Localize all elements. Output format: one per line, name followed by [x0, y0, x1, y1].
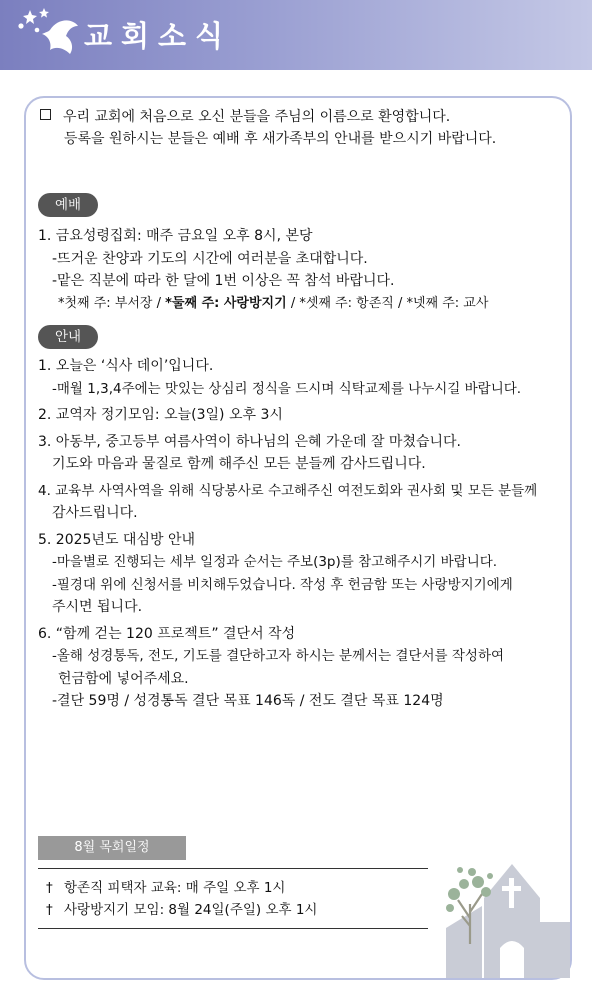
- notice-item-6-sub-2: -결단 59명 / 성경통독 결단 목표 146독 / 전도 결단 목표 124명: [52, 693, 444, 709]
- schedule-list: [46, 877, 317, 921]
- notice-item-6-sub-1: -올해 성경통독, 전도, 기도를 결단하고자 하시는 분께서는 결단서를 작성하여: [52, 648, 505, 664]
- notice-item-5-sub-2-cont: 주시면 됩니다.: [52, 599, 143, 615]
- notice-item-3: 3. 아동부, 중고등부 여름사역이 하나님의 은혜 가운데 잘 마쳤습니다.: [38, 433, 462, 450]
- schedule-item: † 항존직 피택자 교육: 매 주일 오후 1시: [46, 877, 317, 899]
- schedule-top-rule: [38, 868, 428, 869]
- worship-week-schedule: *첫째 주: 부서장 / *둘째 주: 사랑방지기 / *셋째 주: 항존직 / *넷째 주: 교사: [58, 295, 489, 311]
- welcome-line-2: 등록을 원하시는 분들은 예배 후 새가족부의 안내를 받으시기 바랍니다.: [64, 131, 497, 147]
- notice-item-5: 5. 2025년도 대심방 안내: [38, 531, 196, 548]
- section-label-notice: 안내: [38, 325, 98, 349]
- schedule-bottom-rule: [38, 928, 428, 929]
- notice-section: [38, 355, 537, 713]
- dagger-icon: †: [46, 880, 53, 896]
- notice-item-4: 4. 교육부 사역사역을 위해 식당봉사로 수고해주신 여전도회와 권사회 및 모든 분들께: [38, 482, 538, 499]
- dagger-icon: †: [46, 902, 53, 918]
- schedule-title: 8월 목회일정: [38, 836, 186, 860]
- worship-item-1-sub-2: -맡은 직분에 따라 한 달에 1번 이상은 꼭 참석 바랍니다.: [52, 273, 395, 289]
- notice-item-2: 2. 교역자 정기모임: 오늘(3일) 오후 3시: [38, 407, 283, 423]
- church-tree-illustration: [432, 848, 572, 978]
- worship-section: [38, 225, 488, 315]
- header-banner: [0, 0, 592, 70]
- notice-item-6: 6. “함께 걷는 120 프로젝트” 결단서 작성: [38, 625, 296, 642]
- dove-icon: [10, 4, 82, 62]
- worship-item-1: 1. 금요성령집회: 매주 금요일 오후 8시, 본당: [38, 228, 313, 244]
- notice-item-5-sub-1: -마을별로 진행되는 세부 일정과 순서는 주보(3p)를 참고해주시기 바랍니다.: [52, 554, 498, 570]
- notice-item-1-sub: -매월 1,3,4주에는 맛있는 상심리 정식을 드시며 식탁교제를 나누시길 바랍니다.: [52, 380, 522, 397]
- welcome-message: [40, 106, 496, 150]
- notice-item-4-cont: 감사드립니다.: [52, 505, 138, 521]
- section-label-worship: 예배: [38, 193, 98, 217]
- checkbox-icon: [40, 109, 51, 120]
- worship-item-1-sub-1: -뜨거운 찬양과 기도의 시간에 여러분을 초대합니다.: [52, 250, 368, 267]
- notice-item-3-cont: 기도와 마음과 물질로 함께 해주신 모든 분들께 감사드립니다.: [52, 456, 426, 472]
- schedule-item: † 사랑방지기 모임: 8월 24일(주일) 오후 1시: [46, 899, 317, 921]
- notice-item-1: 1. 오늘은 ‘식사 데이’입니다.: [38, 358, 214, 374]
- notice-item-5-sub-2: -필경대 위에 신청서를 비치해두었습니다. 작성 후 헌금함 또는 사랑방지기에게: [52, 576, 513, 593]
- page-title: 교회소식: [84, 19, 233, 53]
- notice-item-6-sub-1-cont: 헌금함에 넣어주세요.: [58, 670, 189, 687]
- welcome-line-1: 우리 교회에 처음으로 오신 분들을 주님의 이름으로 환영합니다.: [40, 106, 496, 128]
